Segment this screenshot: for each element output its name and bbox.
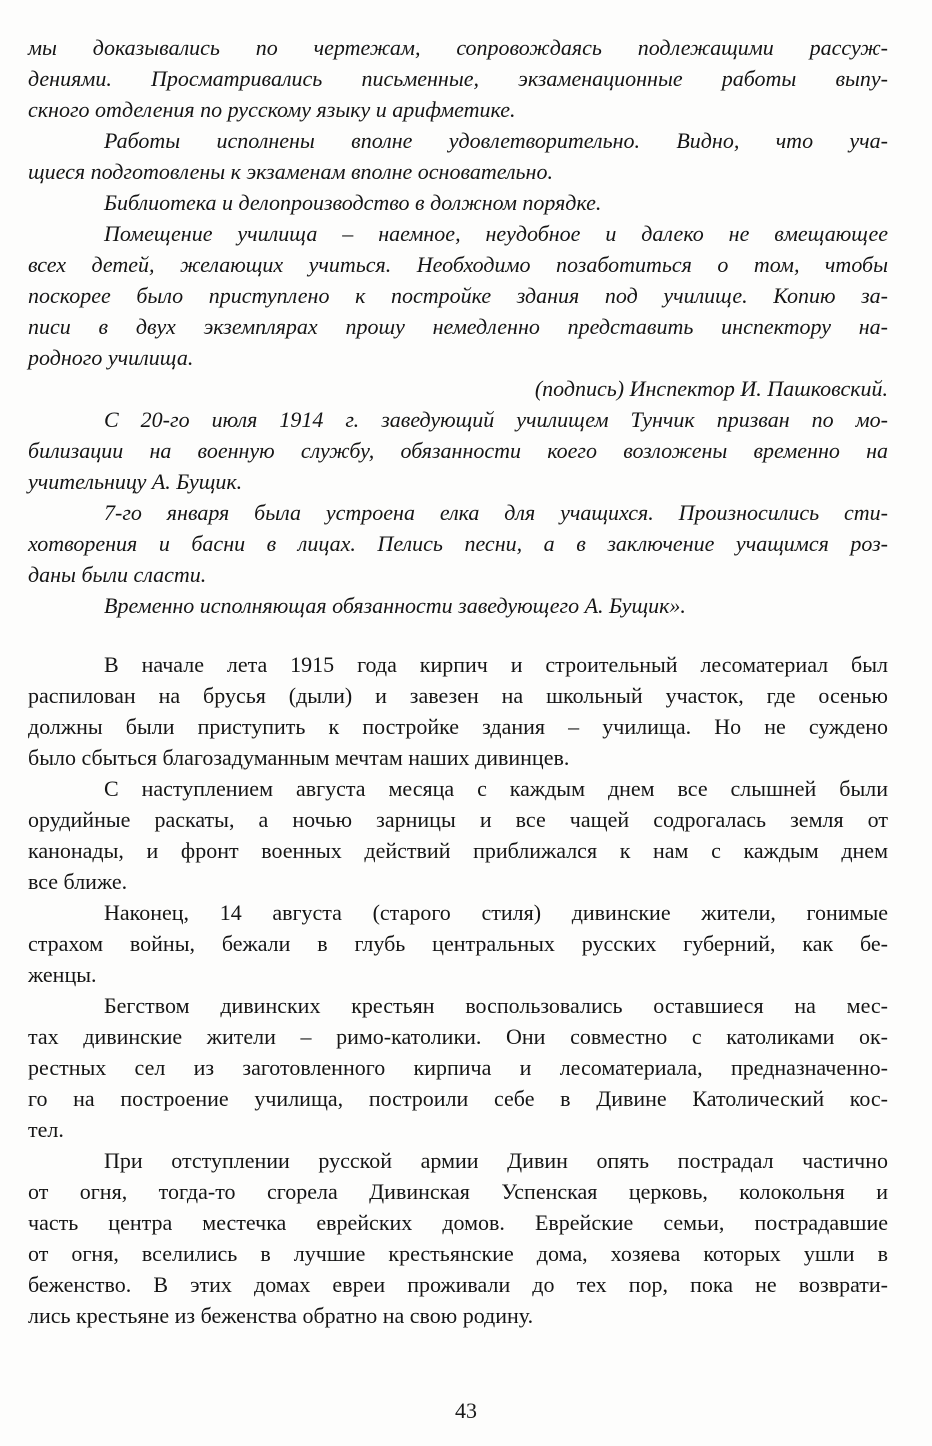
text-line: было сбыться благозадуманным мечтам наших дивинцев.	[28, 745, 570, 770]
paragraph	[28, 187, 888, 218]
text-line: При отступлении русской армии Дивин опять пострадал частично	[104, 1148, 888, 1173]
text-line: скного отделения по русскому языку и арифметике.	[28, 97, 516, 122]
paragraph	[28, 1145, 888, 1331]
text-line: страхом войны, бежали в глубь центральных русских губерний, как бе-	[28, 931, 888, 956]
text-line: должны были приступить к постройке здания – училища. Но не суждено	[28, 714, 888, 739]
text-line: щиеся подготовлены к экзаменам вполне основательно.	[28, 159, 553, 184]
text-line: поскорее было приступлено к постройке здания под училище. Копию за-	[28, 283, 888, 308]
text-line: учительницу А. Бущик.	[28, 469, 243, 494]
text-line: Работы исполнены вполне удовлетворительно. Видно, что уча-	[104, 128, 888, 153]
text-line: го на построение училища, построили себе в Дивине Католический кос-	[28, 1086, 888, 1111]
text-line: Помещение училища – наемное, неудобное и далеко не вмещающее	[104, 221, 888, 246]
quoted-inspection-report-section	[28, 32, 888, 621]
paragraph	[28, 497, 888, 590]
paragraph	[28, 773, 888, 897]
text-line: Наконец, 14 августа (старого стиля) дивинские жители, гонимые	[104, 900, 888, 925]
page-footer	[0, 1398, 932, 1424]
paragraph	[28, 897, 888, 990]
text-line: канонады, и фронт военных действий приближался к нам с каждым днем	[28, 838, 888, 863]
text-line: лись крестьяне из беженства обратно на свою родину.	[28, 1303, 534, 1328]
text-line: Бегством дивинских крестьян воспользовались оставшиеся на мес-	[104, 993, 888, 1018]
text-line: женцы.	[28, 962, 97, 987]
text-line: тах дивинские жители – римо-католики. Они совместно с католиками ок-	[28, 1024, 888, 1049]
text-line: писи в двух экземплярах прошу немедленно представить инспектору на-	[28, 314, 888, 339]
text-line: билизации на военную службу, обязанности коего возложены временно на	[28, 438, 888, 463]
paragraph	[28, 32, 888, 125]
text-line: распилован на брусья (дыли) и завезен на школьный участок, где осенью	[28, 683, 888, 708]
paragraph	[28, 590, 888, 621]
text-line: тел.	[28, 1117, 64, 1142]
text-line: от огня, тогда-то сгорела Дивинская Успенская церковь, колокольня и	[28, 1179, 888, 1204]
text-line: С наступлением августа месяца с каждым днем все слышней были	[104, 776, 888, 801]
main-narrative-section	[28, 649, 888, 1331]
page-number: 43	[455, 1398, 477, 1423]
text-line: рестных сел из заготовленного кирпича и лесоматериала, предназначенно-	[28, 1055, 888, 1080]
text-line: орудийные раскаты, а ночью зарницы и все чащей содрогалась земля от	[28, 807, 888, 832]
text-line: хотворения и басни в лицах. Пелись песни, а в заключение учащимся роз-	[28, 531, 888, 556]
text-line: С 20-го июля 1914 г. заведующий училищем Тунчик призван по мо-	[104, 407, 888, 432]
text-line: 7-го января была устроена елка для учащихся. Произносились сти-	[104, 500, 888, 525]
text-line: беженство. В этих домах евреи проживали до тех пор, пока не возврати-	[28, 1272, 888, 1297]
text-line: (подпись) Инспектор И. Пашковский.	[534, 376, 888, 401]
text-line: все ближе.	[28, 869, 128, 894]
text-line: Библиотека и делопроизводство в должном порядке.	[104, 190, 602, 215]
paragraph	[28, 404, 888, 497]
text-line: родного училища.	[28, 345, 194, 370]
paragraph	[28, 218, 888, 373]
text-line: часть центра местечка еврейских домов. Еврейские семьи, пострадавшие	[28, 1210, 888, 1235]
paragraph	[28, 649, 888, 773]
text-line: мы доказывались по чертежам, сопровождаясь подлежащими рассуж-	[28, 35, 888, 60]
text-line: дениями. Просматривались письменные, экзаменационные работы выпу-	[28, 66, 888, 91]
paragraph	[28, 990, 888, 1145]
text-line: Временно исполняющая обязанности заведующего А. Бущик».	[104, 593, 686, 618]
paragraph	[28, 373, 888, 404]
text-line: В начале лета 1915 года кирпич и строительный лесоматериал был	[104, 652, 888, 677]
paragraph	[28, 125, 888, 187]
text-line: от огня, вселились в лучшие крестьянские дома, хозяева которых ушли в	[28, 1241, 888, 1266]
text-line: даны были сласти.	[28, 562, 207, 587]
text-line: всех детей, желающих учиться. Необходимо позаботиться о том, чтобы	[28, 252, 888, 277]
